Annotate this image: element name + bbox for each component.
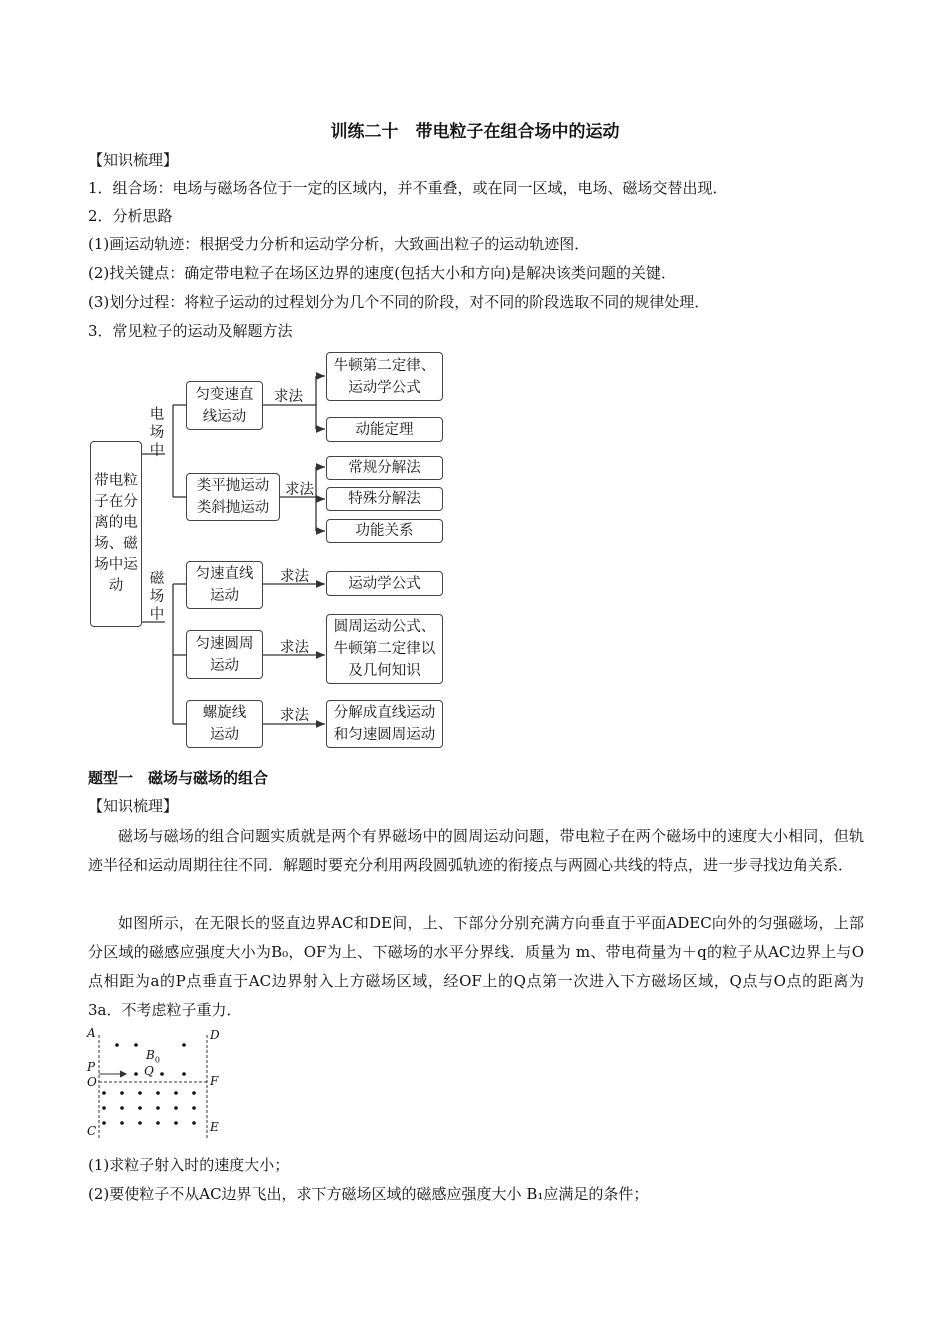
diagram-root-box	[90, 441, 142, 627]
question-2: (2)要使粒子不从AC边界飞出，求下方磁场区域的磁感应强度大小 B₁应满足的条件；	[88, 1185, 649, 1203]
method-label: 求法	[285, 482, 314, 498]
diagram-box-m2: 匀速圆周运动	[186, 630, 263, 679]
label-e: E	[210, 1120, 219, 1134]
diagram-result-e2-1: 常规分解法	[326, 456, 443, 480]
figure-drawing	[84, 1030, 224, 1142]
question-1: (1)求粒子射入时的速度大小；	[88, 1156, 290, 1174]
diagram-box-m3: 螺旋线运动	[186, 700, 263, 748]
diagram-result-e2-3: 功能关系	[326, 519, 443, 543]
section-heading: 题型一 磁场与磁场的组合	[88, 769, 269, 787]
method-label: 求法	[274, 389, 303, 405]
page-title: 训练二十 带电粒子在组合场中的运动	[330, 122, 620, 142]
text-line: (2)找关键点：确定带电粒子在场区边界的速度(包括大小和方向)是解决该类问题的关键．	[88, 264, 676, 282]
text-line: 2．分析思路	[88, 207, 173, 225]
diagram-box-m1: 匀速直线运动	[186, 561, 263, 609]
diagram-root-label: 带电粒子在分离的电场、磁场中运动	[94, 473, 138, 594]
text-line: (1)画运动轨迹：根据受力分析和运动学分析，大致画出粒子的运动轨迹图．	[88, 235, 590, 253]
label-d: D	[210, 1028, 220, 1042]
label-q: Q	[144, 1064, 154, 1078]
diagram-result-m3: 分解成直线运动和匀速圆周运动	[326, 700, 443, 748]
label-c: C	[87, 1124, 97, 1138]
text-line: (3)划分过程：将粒子运动的过程划分为几个不同的阶段，对不同的阶段选取不同的规律处理．	[88, 293, 710, 311]
method-label: 求法	[280, 569, 309, 585]
diagram-result-e2-2: 特殊分解法	[326, 487, 443, 511]
label-p: P	[87, 1060, 96, 1074]
diagram-box-e2: 类平抛运动类斜抛运动	[186, 473, 280, 521]
diagram-box-e1: 匀变速直线运动	[186, 381, 263, 430]
diagram-result-e1-2: 动能定理	[326, 417, 443, 442]
knowledge-tag: 【知识梳理】	[88, 151, 179, 169]
label-o: O	[87, 1075, 97, 1089]
magnetic-field-label: 磁场中	[149, 571, 165, 623]
paragraph: 磁场与磁场的组合问题实质就是两个有界磁场中的圆周运动问题，带电粒子在两个磁场中的速度大小相同，但轨迹半径和运动周期往往不同．解题时要充分利用两段圆弧轨迹的衔接点与两圆心共线的特点，进一步寻找边角关系．	[88, 827, 864, 874]
magnetic-field-figure	[84, 1026, 224, 1142]
text-line: 3．常见粒子的运动及解题方法	[88, 322, 293, 340]
label-a: A	[87, 1026, 96, 1040]
method-label: 求法	[280, 640, 309, 656]
diagram-result-m2: 圆周运动公式、牛顿第二定律以及几何知识	[326, 614, 443, 684]
diagram-result-m1: 运动学公式	[326, 571, 443, 596]
label-b0: $B_0$	[146, 1048, 160, 1065]
diagram-result-e1-1: 牛顿第二定律、运动学公式	[326, 352, 443, 401]
text-line: 1．组合场：电场与磁场各位于一定的区域内，并不重叠，或在同一区域，电场、磁场交替出现．	[88, 179, 728, 197]
electric-field-label: 电场中	[149, 407, 165, 459]
knowledge-tag: 【知识梳理】	[88, 797, 179, 815]
label-f: F	[210, 1074, 219, 1088]
method-label: 求法	[280, 708, 309, 724]
paragraph: 如图所示，在无限长的竖直边界AC和DE间，上、下部分分别充满方向垂直于平面ADEC向外的匀强磁场，上部分区域的磁感应强度大小为B₀，OF为上、下磁场的水平分界线．质量为 m、带电荷量为＋q的粒子从AC边界上与O点相距为a的P点垂直于AC边界射入上方磁场区域，经OF上的Q点第一次进入下方磁场区域，Q点与O点的距离为3a．不考虑粒子重力．	[88, 914, 864, 1019]
